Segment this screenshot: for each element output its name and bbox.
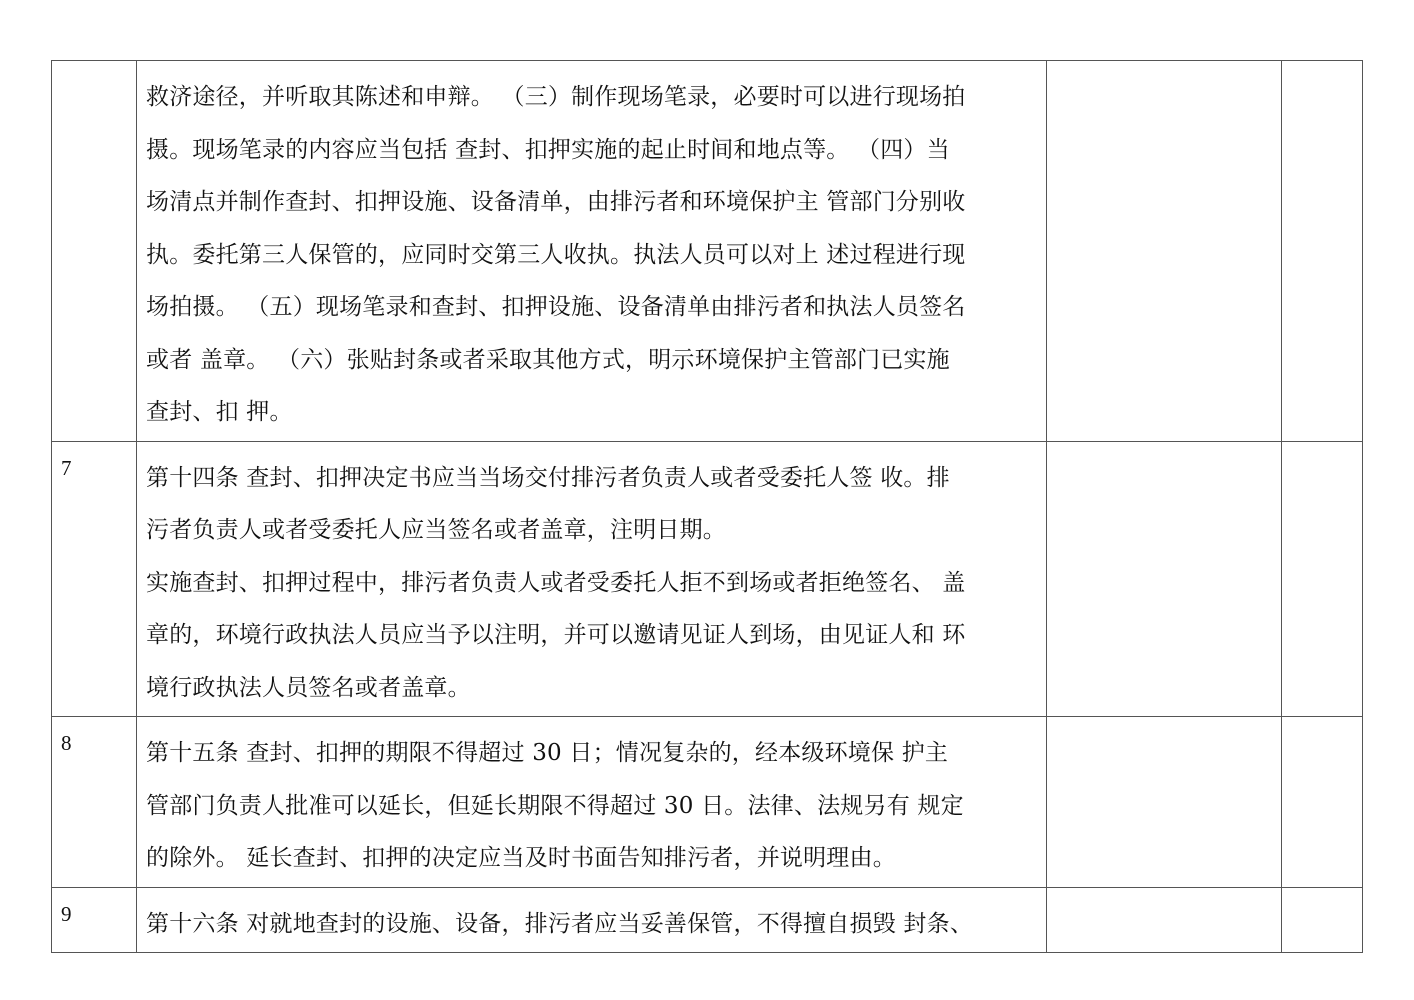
text-line: 摄。现场笔录的内容应当包括 查封、扣押实施的起止时间和地点等。 （四）当 [146, 136, 950, 163]
text-line: 第十六条 对就地查封的设施、设备，排污者应当妥善保管，不得擅自损毁 封条、 [146, 910, 974, 937]
empty-cell [1047, 717, 1282, 888]
text-line: 执。委托第三人保管的，应同时交第三人收执。执法人员可以对上 述过程进行现 [146, 241, 966, 268]
empty-cell [1047, 887, 1282, 953]
row-number: 8 [52, 717, 137, 888]
empty-cell [1282, 441, 1363, 717]
text-line: 第十四条 查封、扣押决定书应当当场交付排污者负责人或者受委托人签 收。排 [146, 464, 950, 491]
text-line: 场拍摄。 （五）现场笔录和查封、扣押设施、设备清单由排污者和执法人员签名 [146, 294, 966, 320]
text-line: 污者负责人或者受委托人应当签名或者盖章，注明日期。 [146, 517, 726, 543]
text-line: 或者 盖章。 （六）张贴封条或者采取其他方式，明示环境保护主管部门已实施 [146, 346, 950, 373]
table-row [52, 61, 1363, 442]
row-number: 9 [52, 887, 137, 953]
table-row [52, 441, 1363, 717]
regulation-table [51, 60, 1363, 953]
empty-cell [1047, 61, 1282, 442]
empty-cell [1047, 441, 1282, 717]
text-line: 的除外。 延长查封、扣押的决定应当及时书面告知排污者，并说明理由。 [146, 845, 896, 871]
table-row [52, 887, 1363, 953]
empty-cell [1282, 717, 1363, 888]
empty-cell [1282, 887, 1363, 953]
text-line: 查封、扣 押。 [146, 399, 293, 425]
text-line: 救济途径，并听取其陈述和申辩。 （三）制作现场笔录，必要时可以进行现场拍 [146, 84, 966, 110]
text-line: 第十五条 查封、扣押的期限不得超过 30 日；情况复杂的，经本级环境保 护主 [146, 740, 949, 766]
article-text-cell [137, 441, 1047, 717]
text-line: 管部门负责人批准可以延长，但延长期限不得超过 30 日。法律、法规另有 规定 [146, 792, 964, 819]
empty-cell [1282, 61, 1363, 442]
article-text-cell [137, 887, 1047, 953]
text-line: 实施查封、扣押过程中，排污者负责人或者受委托人拒不到场或者拒绝签名、 盖 [146, 569, 966, 596]
text-line: 章的，环境行政执法人员应当予以注明，并可以邀请见证人到场，由见证人和 环 [146, 622, 966, 648]
text-line: 境行政执法人员签名或者盖章。 [146, 674, 471, 701]
row-number [52, 61, 137, 442]
article-text-cell [137, 717, 1047, 888]
row-number: 7 [52, 441, 137, 717]
table-row [52, 717, 1363, 888]
article-text-cell [137, 61, 1047, 442]
text-line: 场清点并制作查封、扣押设施、设备清单，由排污者和环境保护主 管部门分别收 [146, 189, 966, 215]
